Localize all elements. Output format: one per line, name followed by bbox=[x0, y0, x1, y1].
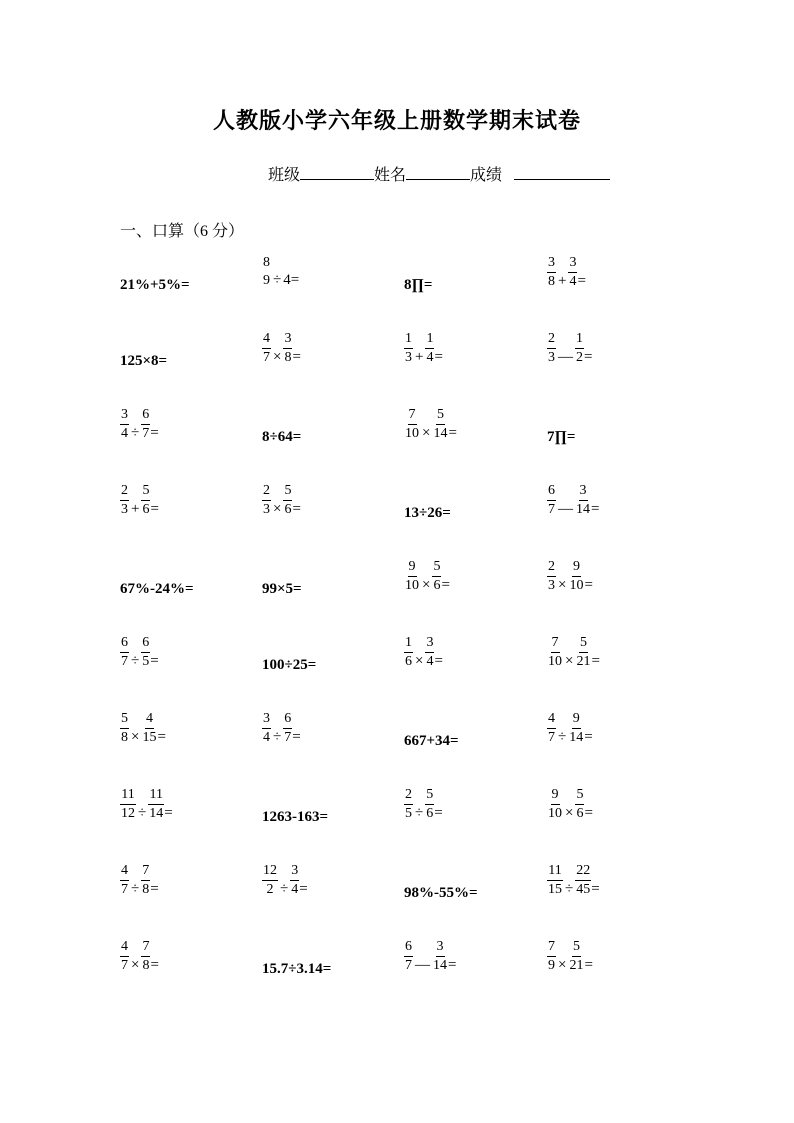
problem-item bbox=[547, 484, 599, 517]
denominator: 3 bbox=[405, 350, 412, 365]
problem-item bbox=[120, 484, 159, 517]
numerator: 6 bbox=[404, 940, 413, 957]
numerator: 3 bbox=[568, 256, 577, 273]
problem-item: 99×5= bbox=[262, 581, 302, 597]
problem-item bbox=[404, 408, 457, 441]
denominator: 8 bbox=[142, 958, 150, 973]
numerator: 4 bbox=[120, 864, 129, 881]
denominator: 2 bbox=[576, 350, 583, 365]
fraction bbox=[141, 864, 150, 897]
denominator: 7 bbox=[548, 730, 555, 745]
equals: = bbox=[150, 653, 159, 669]
problem-item: 21%+5%= bbox=[120, 277, 190, 293]
numerator: 2 bbox=[120, 484, 129, 501]
numerator: 2 bbox=[547, 332, 556, 349]
problem-item bbox=[547, 332, 592, 365]
equals: = bbox=[150, 881, 159, 897]
fraction bbox=[262, 332, 271, 365]
problem-item: 13÷26= bbox=[404, 505, 451, 521]
fraction bbox=[120, 940, 129, 973]
problem-item bbox=[404, 332, 443, 365]
denominator: 12 bbox=[121, 806, 135, 821]
denominator: 8 bbox=[142, 882, 150, 897]
numerator: 3 bbox=[425, 636, 434, 653]
equals: = bbox=[150, 425, 159, 441]
name-label: 姓名 bbox=[374, 167, 407, 184]
fraction bbox=[547, 636, 563, 669]
problem-item bbox=[404, 636, 443, 669]
denominator: 7 bbox=[121, 882, 128, 897]
operator: ÷ bbox=[273, 272, 282, 288]
problem-item bbox=[120, 864, 159, 897]
fraction bbox=[425, 332, 434, 365]
numerator: 4 bbox=[145, 712, 154, 729]
equals: = bbox=[150, 957, 159, 973]
denominator: 10 bbox=[548, 806, 562, 821]
denominator: 21 bbox=[569, 958, 584, 973]
numerator: 7 bbox=[141, 940, 150, 957]
problem-item bbox=[547, 940, 593, 973]
denominator: 7 bbox=[121, 654, 128, 669]
fraction bbox=[262, 864, 278, 897]
fraction bbox=[547, 256, 556, 289]
operator: + bbox=[415, 349, 424, 365]
fraction bbox=[547, 332, 556, 365]
numerator: 4 bbox=[120, 940, 129, 957]
problem-item: 1263-163= bbox=[262, 809, 329, 825]
numerator: 6 bbox=[283, 712, 292, 729]
problem-item bbox=[262, 484, 301, 517]
numerator: 7 bbox=[141, 864, 150, 881]
problem-item: 125×8= bbox=[120, 353, 168, 369]
fraction bbox=[547, 788, 563, 821]
denominator: 14 bbox=[433, 958, 447, 973]
fraction bbox=[575, 788, 584, 821]
denominator: 4 bbox=[426, 350, 434, 365]
operator: + bbox=[558, 273, 567, 289]
equals: = bbox=[434, 805, 443, 821]
fraction bbox=[568, 712, 584, 745]
numerator: 1 bbox=[404, 636, 413, 653]
numerator: 12 bbox=[262, 864, 278, 881]
numerator: 1 bbox=[575, 332, 584, 349]
equals: = bbox=[584, 805, 593, 821]
denominator: 3 bbox=[263, 502, 270, 517]
operator: ÷ bbox=[131, 653, 140, 669]
fraction bbox=[141, 636, 150, 669]
fraction bbox=[575, 484, 591, 517]
numerator: 2 bbox=[404, 788, 413, 805]
fraction bbox=[575, 864, 591, 897]
denominator: 4 bbox=[426, 654, 434, 669]
operator: × bbox=[558, 957, 567, 973]
problem-item bbox=[262, 712, 301, 745]
fraction bbox=[404, 332, 413, 365]
denominator: 6 bbox=[576, 806, 584, 821]
score-label: 成绩 bbox=[470, 167, 503, 184]
denominator: 14 bbox=[569, 730, 584, 745]
fraction bbox=[568, 940, 584, 973]
operator: ÷ bbox=[273, 729, 282, 745]
numerator: 9 bbox=[551, 788, 560, 805]
fraction bbox=[547, 484, 556, 517]
fraction bbox=[283, 712, 292, 745]
problem-item bbox=[547, 864, 600, 897]
fraction bbox=[141, 940, 150, 973]
equals: = bbox=[434, 349, 443, 365]
denominator: 14 bbox=[576, 502, 590, 517]
denominator: 3 bbox=[548, 350, 555, 365]
denominator: 15 bbox=[142, 730, 157, 745]
numerator: 9 bbox=[408, 560, 417, 577]
numerator: 7 bbox=[551, 636, 560, 653]
numerator: 5 bbox=[436, 408, 445, 425]
numerator: 6 bbox=[141, 408, 150, 425]
numerator: 5 bbox=[572, 940, 581, 957]
fraction bbox=[120, 788, 136, 821]
fraction bbox=[432, 560, 441, 593]
problem-item: 667+34= bbox=[404, 733, 459, 749]
student-info bbox=[268, 162, 610, 185]
numerator: 5 bbox=[425, 788, 434, 805]
numerator: 3 bbox=[436, 940, 445, 957]
denominator: 7 bbox=[121, 958, 128, 973]
problem-item: 98%-55%= bbox=[404, 885, 478, 901]
fraction bbox=[120, 636, 129, 669]
problem-item bbox=[120, 940, 159, 973]
operator: ÷ bbox=[138, 805, 147, 821]
problem-item bbox=[120, 636, 159, 669]
denominator: 6 bbox=[405, 654, 412, 669]
fraction bbox=[575, 332, 584, 365]
operator: × bbox=[415, 653, 424, 669]
problem-item bbox=[547, 636, 600, 669]
operator: × bbox=[565, 805, 574, 821]
denominator: 9 bbox=[263, 273, 270, 288]
denominator: 7 bbox=[284, 730, 292, 745]
fraction bbox=[547, 712, 556, 745]
problem-item: 100÷25= bbox=[262, 657, 317, 673]
fraction bbox=[141, 712, 157, 745]
numerator: 6 bbox=[547, 484, 556, 501]
equals: = bbox=[584, 729, 593, 745]
numerator: 11 bbox=[547, 864, 562, 881]
operator: ÷ bbox=[131, 425, 140, 441]
fraction bbox=[425, 636, 434, 669]
problem-item bbox=[547, 712, 593, 745]
numerator: 5 bbox=[579, 636, 588, 653]
operator: — bbox=[415, 957, 430, 973]
denominator: 3 bbox=[548, 578, 555, 593]
denominator: 8 bbox=[121, 730, 128, 745]
equals: = bbox=[584, 349, 593, 365]
numerator: 1 bbox=[425, 332, 434, 349]
operator: × bbox=[422, 425, 431, 441]
score-blank[interactable] bbox=[514, 165, 610, 180]
numerator: 3 bbox=[283, 332, 292, 349]
denominator: 10 bbox=[569, 578, 584, 593]
fraction bbox=[568, 256, 577, 289]
denominator: 9 bbox=[548, 958, 555, 973]
fraction bbox=[283, 332, 292, 365]
equals: 4= bbox=[283, 272, 300, 288]
denominator: 21 bbox=[576, 654, 591, 669]
denominator: 4 bbox=[569, 274, 577, 289]
numerator: 4 bbox=[547, 712, 556, 729]
page-title: 人教版小学六年级上册数学期末试卷 bbox=[212, 108, 581, 133]
equals: = bbox=[577, 273, 586, 289]
denominator: 4 bbox=[263, 730, 270, 745]
denominator: 8 bbox=[548, 274, 555, 289]
numerator: 3 bbox=[547, 256, 556, 273]
problem-item bbox=[120, 712, 166, 745]
numerator: 5 bbox=[432, 560, 441, 577]
fraction bbox=[432, 940, 448, 973]
denominator: 6 bbox=[426, 806, 434, 821]
numerator: 22 bbox=[575, 864, 591, 881]
operator: — bbox=[558, 349, 573, 365]
fraction bbox=[432, 408, 448, 441]
problem-item bbox=[547, 256, 586, 289]
problem-item bbox=[120, 408, 159, 441]
fraction bbox=[141, 484, 150, 517]
operator: × bbox=[273, 501, 282, 517]
fraction bbox=[547, 940, 556, 973]
denominator: 5 bbox=[405, 806, 412, 821]
equals: = bbox=[164, 805, 173, 821]
equals: = bbox=[299, 881, 308, 897]
denominator: 14 bbox=[149, 806, 164, 821]
class-blank[interactable] bbox=[300, 165, 374, 180]
name-blank[interactable] bbox=[406, 165, 470, 180]
denominator: 8 bbox=[284, 350, 292, 365]
fraction bbox=[404, 560, 420, 593]
operator: × bbox=[565, 653, 574, 669]
numerator: 5 bbox=[120, 712, 129, 729]
problem-item bbox=[120, 788, 173, 821]
numerator: 3 bbox=[262, 712, 271, 729]
operator: × bbox=[131, 957, 140, 973]
numerator: 5 bbox=[283, 484, 292, 501]
denominator: 5 bbox=[142, 654, 150, 669]
equals: = bbox=[591, 653, 600, 669]
class-label: 班级 bbox=[268, 167, 301, 184]
numerator: 6 bbox=[141, 636, 150, 653]
denominator: 10 bbox=[548, 654, 562, 669]
denominator: 7 bbox=[548, 502, 555, 517]
fraction bbox=[120, 864, 129, 897]
equals: = bbox=[434, 653, 443, 669]
numerator: 11 bbox=[120, 788, 135, 805]
equals: = bbox=[292, 349, 301, 365]
operator: × bbox=[422, 577, 431, 593]
problem-item bbox=[547, 560, 593, 593]
equals: = bbox=[157, 729, 166, 745]
numerator: 4 bbox=[262, 332, 271, 349]
problem-item bbox=[404, 940, 456, 973]
denominator: 4 bbox=[121, 426, 128, 441]
numerator: 2 bbox=[547, 560, 556, 577]
fraction bbox=[547, 864, 563, 897]
problem-item bbox=[262, 332, 301, 365]
equals: = bbox=[150, 501, 159, 517]
numerator: 2 bbox=[262, 484, 271, 501]
denominator: 7 bbox=[142, 426, 150, 441]
fraction bbox=[283, 484, 292, 517]
denominator: 3 bbox=[121, 502, 128, 517]
problem-item bbox=[404, 560, 450, 593]
problem-item bbox=[262, 864, 308, 897]
numerator: 3 bbox=[120, 408, 129, 425]
fraction bbox=[120, 712, 129, 745]
fraction bbox=[141, 408, 150, 441]
problem-item bbox=[547, 788, 593, 821]
fraction bbox=[262, 256, 271, 288]
denominator: 6 bbox=[142, 502, 150, 517]
equals: = bbox=[591, 501, 600, 517]
problem-item: 15.7÷3.14= bbox=[262, 961, 332, 977]
problem-item: 8÷64= bbox=[262, 429, 302, 445]
operator: + bbox=[131, 501, 140, 517]
numerator: 3 bbox=[290, 864, 299, 881]
equals: = bbox=[584, 957, 593, 973]
operator: ÷ bbox=[565, 881, 574, 897]
denominator: 6 bbox=[433, 578, 441, 593]
equals: = bbox=[292, 729, 301, 745]
denominator: 45 bbox=[576, 882, 591, 897]
numerator: 3 bbox=[579, 484, 588, 501]
denominator: 6 bbox=[284, 502, 292, 517]
operator: × bbox=[558, 577, 567, 593]
fraction bbox=[575, 636, 591, 669]
numerator: 11 bbox=[148, 788, 163, 805]
numerator: 1 bbox=[404, 332, 413, 349]
fraction bbox=[404, 940, 413, 973]
fraction bbox=[547, 560, 556, 593]
operator: × bbox=[273, 349, 282, 365]
numerator: 6 bbox=[120, 636, 129, 653]
fraction bbox=[404, 408, 420, 441]
numerator: 9 bbox=[572, 712, 581, 729]
section-heading: 一、口算（6 分） bbox=[120, 223, 245, 240]
fraction bbox=[425, 788, 434, 821]
fraction bbox=[290, 864, 299, 897]
numerator: 9 bbox=[572, 560, 581, 577]
denominator: 7 bbox=[263, 350, 270, 365]
equals: = bbox=[591, 881, 600, 897]
problem-item: 7∏= bbox=[547, 429, 576, 445]
operator: ÷ bbox=[415, 805, 424, 821]
problem-item: 8∏= bbox=[404, 277, 433, 293]
equals: = bbox=[448, 425, 457, 441]
fraction bbox=[568, 560, 584, 593]
denominator: 10 bbox=[405, 426, 419, 441]
denominator: 7 bbox=[405, 958, 412, 973]
numerator: 7 bbox=[547, 940, 556, 957]
denominator: 15 bbox=[548, 882, 562, 897]
equals: = bbox=[441, 577, 450, 593]
problem-item: 67%-24%= bbox=[120, 581, 194, 597]
numerator: 5 bbox=[575, 788, 584, 805]
equals: = bbox=[584, 577, 593, 593]
operator: × bbox=[131, 729, 140, 745]
fraction bbox=[404, 788, 413, 821]
numerator: 7 bbox=[408, 408, 417, 425]
operator: — bbox=[558, 501, 573, 517]
equals: = bbox=[448, 957, 457, 973]
equals: = bbox=[292, 501, 301, 517]
denominator: 4 bbox=[291, 882, 299, 897]
operator: ÷ bbox=[280, 881, 289, 897]
numerator: 5 bbox=[141, 484, 150, 501]
fraction bbox=[120, 484, 129, 517]
denominator: 14 bbox=[433, 426, 448, 441]
numerator: 8 bbox=[263, 255, 270, 270]
problem-item bbox=[404, 788, 443, 821]
problem-item bbox=[262, 256, 299, 288]
denominator: 10 bbox=[405, 578, 419, 593]
fraction bbox=[120, 408, 129, 441]
fraction bbox=[404, 636, 413, 669]
denominator: 2 bbox=[266, 882, 274, 897]
operator: ÷ bbox=[131, 881, 140, 897]
fraction bbox=[262, 484, 271, 517]
operator: ÷ bbox=[558, 729, 567, 745]
fraction bbox=[262, 712, 271, 745]
fraction bbox=[148, 788, 164, 821]
